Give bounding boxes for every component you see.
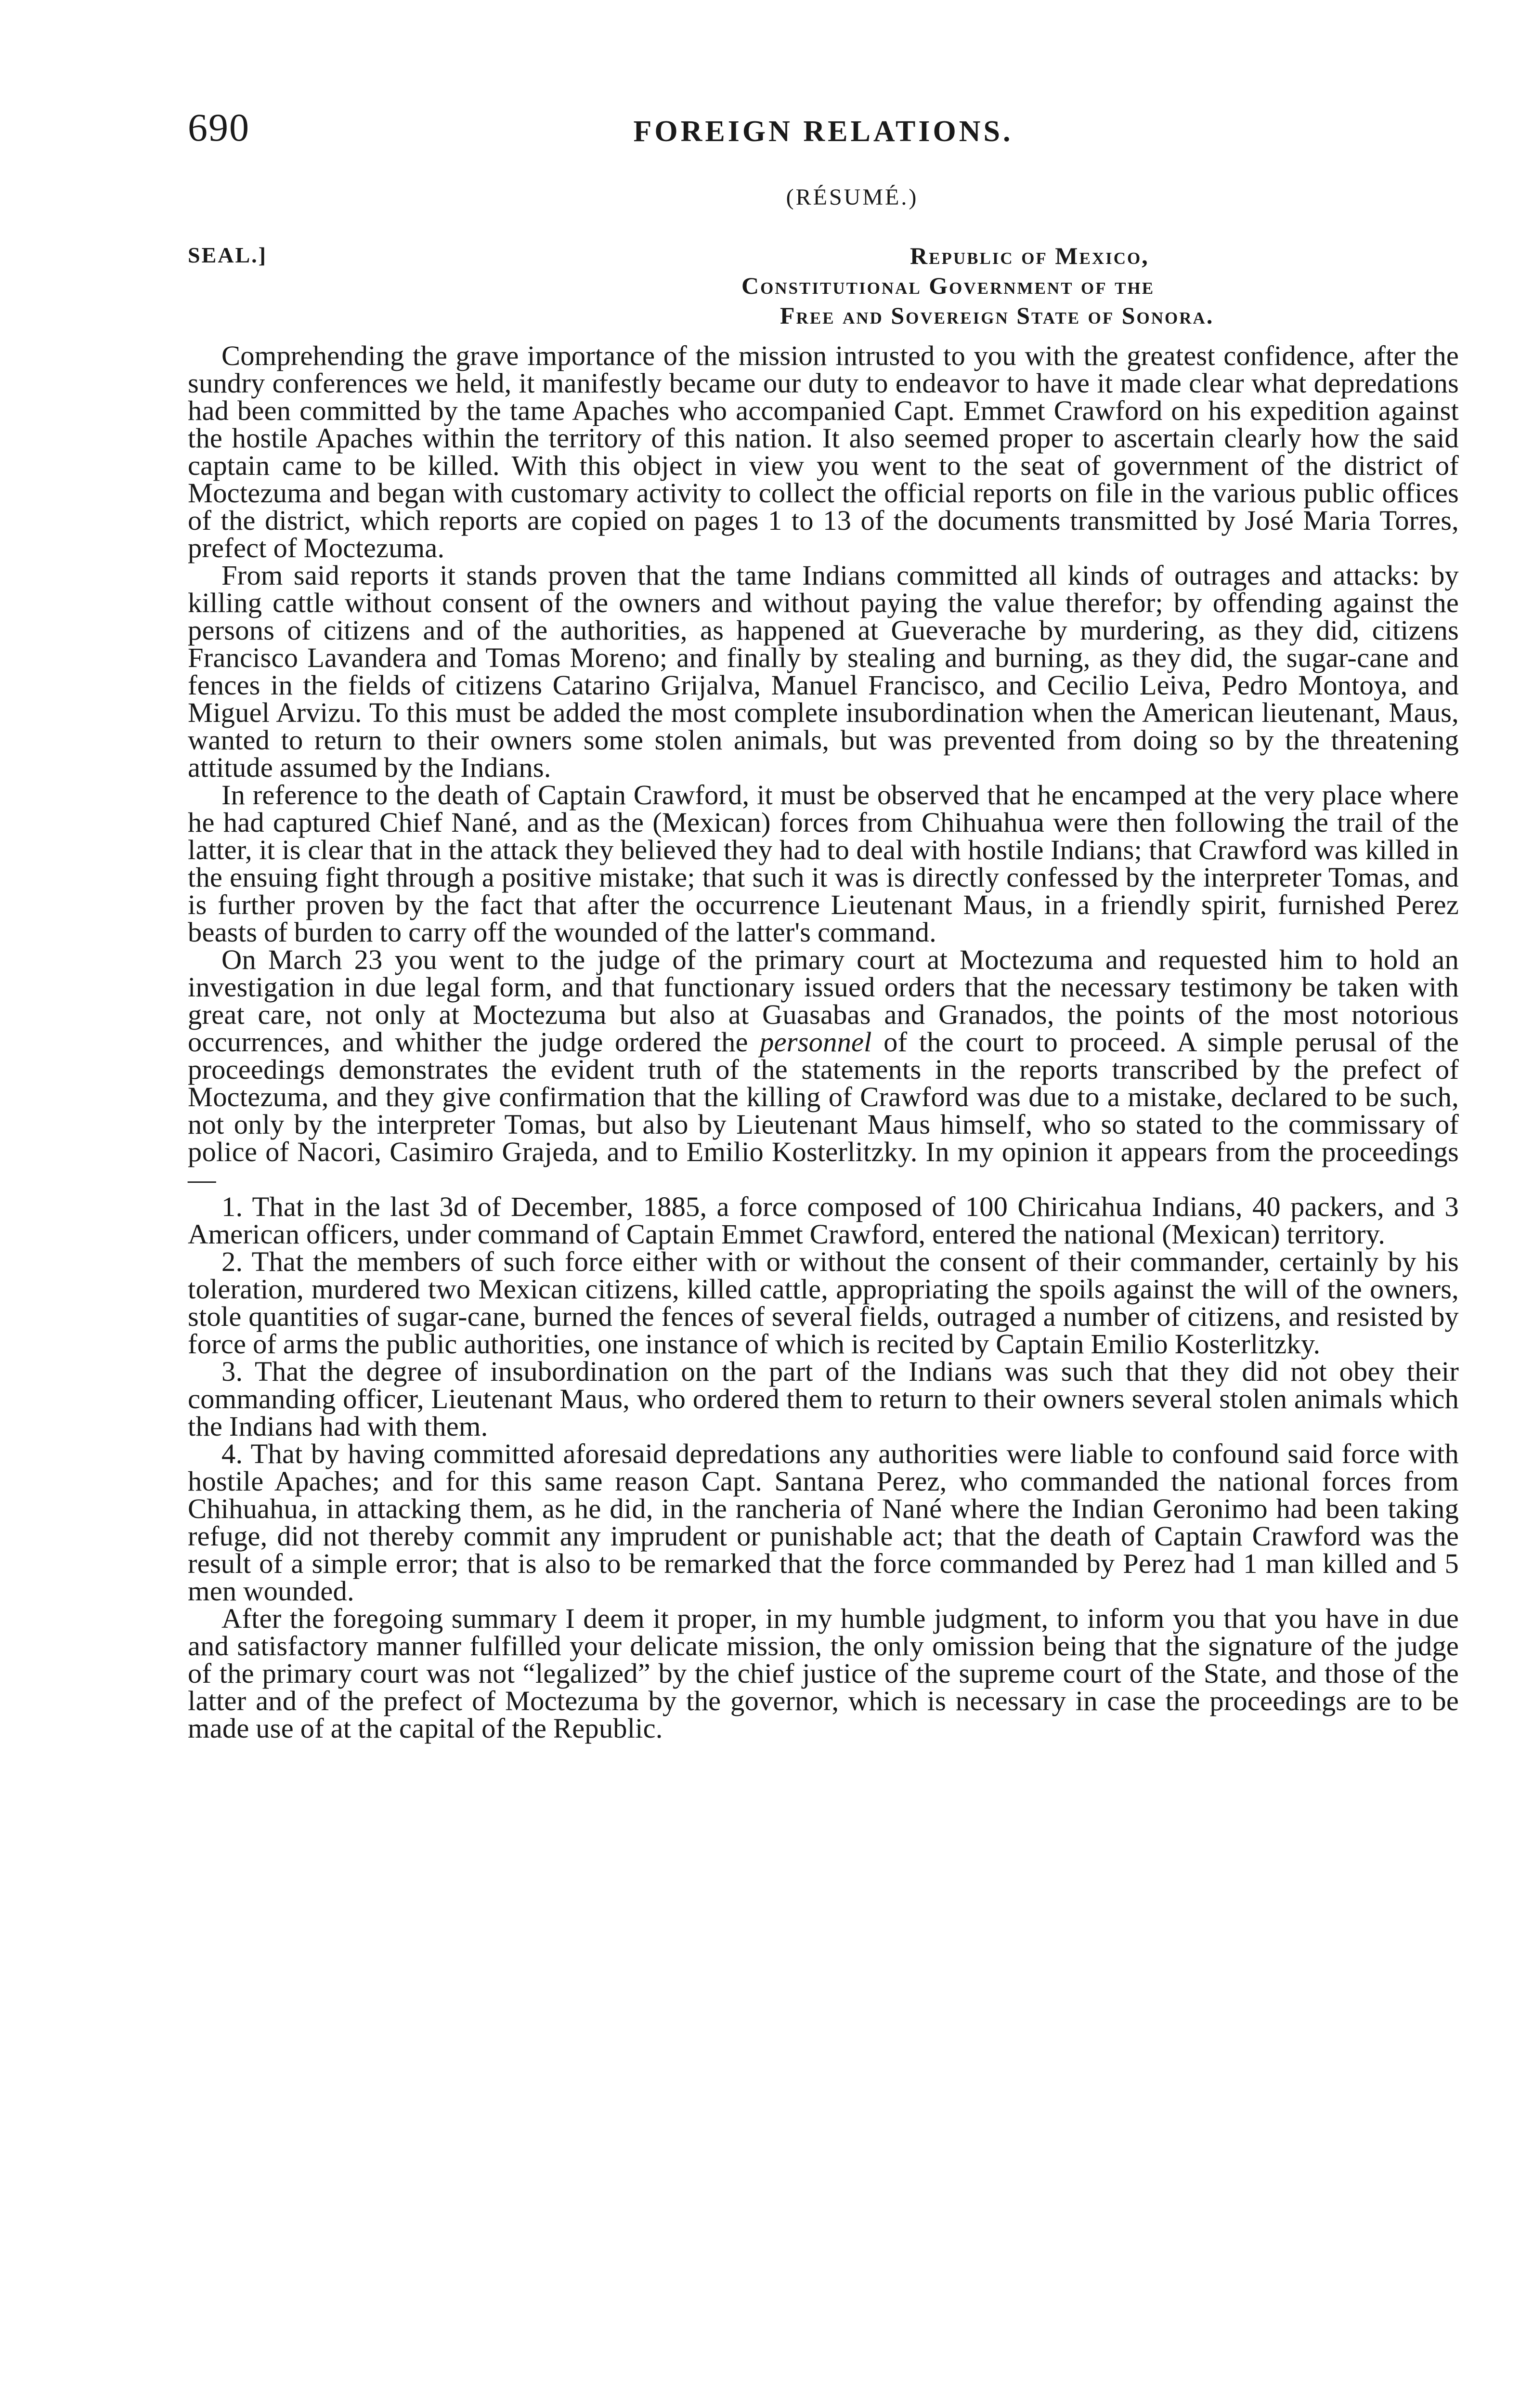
italic-personnel: personnel [760,1026,872,1058]
body-text [188,342,1459,1742]
letterhead-government: Constitutional Government of the [741,272,1155,299]
paragraph-conclusion: After the foregoing summary I deem it proper, in my humble judgment, to inform you that you have in due and satisfactory manner fulfilled your delicate mission, the only omission being that the signature of the judge of the primary court was not “legalized” by the chief justice of the supreme court of the State, and those of the latter and of the prefect of Moctezuma by the governor, which is necessary in case the proceedings are to be made use of at the capital of the Republic. [188,1603,1459,1744]
letterhead-state: Free and Sovereign State of Sonora. [780,302,1214,329]
paragraph-outrages: From said reports it stands proven that the tame Indians committed all kinds of outrages and attacks: by killing cattle without consent of the owners and without paying the value therefor; by offending against the persons of citizens and of the authorities, as happened at Gueverache by murdering, as they did, citizens Francisco Lavandera and Tomas Moreno; and finally by stealing and burning, as they did, the sugar-cane and fences in the fields of citizens Catarino Grijalva, Manuel Francisco, and Cecilio Leiva, Pedro Montoya, and Miguel Arvizu. To this must be added the most complete insubordination when the American lieutenant, Maus, wanted to return to their owners some stolen animals, but was prevented from doing so by the threatening attitude assumed by the Indians. [188,560,1459,783]
paragraph-mission: Comprehending the grave importance of the mission intrusted to you with the greatest confidence, after the sundry conferences we held, it manifestly became our duty to endeavor to have it made clear what depredations had been committed by the tame Apaches who accompanied Capt. Emmet Crawford on his expedition against the hostile Apaches within the territory of this nation. It also seemed proper to ascertain clearly how the said captain came to be killed. With this object in view you went to the seat of government of the district of Moctezuma and began with customary activity to collect the official reports on file in the various public offices of the district, which reports are copied on pages 1 to 13 of the documents transmitted by José Maria Torres, prefect of Moctezuma. [188,340,1459,563]
finding-4: 4. That by having committed aforesaid depredations any authorities were liable to confound said force with hostile Apaches; and for this same reason Capt. Santana Perez, who commanded the national forces from Chihuahua, in attacking them, as he did, in the rancheria of Nané where the Indian Geronimo had been taking refuge, did not thereby commit any imprudent or punishable act; that the death of Captain Crawford was the result of a simple error; that is also to be remarked that the force commanded by Perez had 1 man killed and 5 men wounded. [188,1438,1459,1607]
seal-label: SEAL.] [188,243,267,267]
paragraph-crawford-death: In reference to the death of Captain Crawford, it must be observed that he encamped at the very place where he had captured Chief Nané, and as the (Mexican) forces from Chihuahua were then following the trail of the latter, it is clear that in the attack they believed they had to deal with hostile Indians; that Crawford was killed in the ensuing fight through a positive mistake; that such it was is directly confessed by the interpreter Tomas, and is further proven by the fact that after the occurrence Lieutenant Maus, in a friendly spirit, furnished Perez beasts of burden to carry off the wounded of the latter's command. [188,779,1459,948]
document-page [188,106,1459,1742]
resume-heading: (RÉSUMÉ.) [786,184,919,210]
finding-3: 3. That the degree of insubordination on the part of the Indians was such that they did not obey their commanding officer, Lieutenant Maus, who ordered them to return to their owners several stolen animals which the Indians had with them. [188,1356,1459,1442]
finding-2: 2. That the members of such force either with or without the consent of their commander, certainly by his toleration, murdered two Mexican citizens, killed cattle, appropriating the spoils against the will of the owners, stole quantities of sugar-cane, burned the fences of several fields, outraged a number of citizens, and resisted by force of arms the public authorities, one instance of which is recited by Captain Emilio Kosterlitzky. [188,1246,1459,1360]
running-head: FOREIGN RELATIONS. [633,115,1013,148]
letterhead-republic: Republic of Mexico, [910,242,1149,269]
finding-1: 1. That in the last 3d of December, 1885, a force composed of 100 Chiricahua Indians, 40 packers, and 3 American officers, under command of Captain Emmet Crawford, entered the national (Mexican) territory. [188,1191,1459,1250]
page-header [188,106,1459,164]
paragraph-investigation: On March 23 you went to the judge of the primary court at Moctezuma and requested him to hold an investigation in due legal form, and that functionary issued orders that the necessary testimony be taken with great care, not only at Moctezuma but also at Guasabas and Granados, the points of the most notorious occurrences, and whither the judge ordered the personnel of the court to proceed. A simple perusal of the proceedings demonstrates the evident truth of the statements in the reports transcribed by the prefect of Moctezuma, and they give confirmation that the killing of Crawford was due to a mistake, declared to be such, not only by the interpreter Tomas, but also by Lieutenant Maus himself, who so stated to the commissary of police of Nacori, Casimiro Grajeda, and to Emilio Kosterlitzky. In my opinion it appears from the proceedings— [188,944,1459,1195]
page-number: 690 [188,105,250,149]
letterhead [188,241,1459,342]
